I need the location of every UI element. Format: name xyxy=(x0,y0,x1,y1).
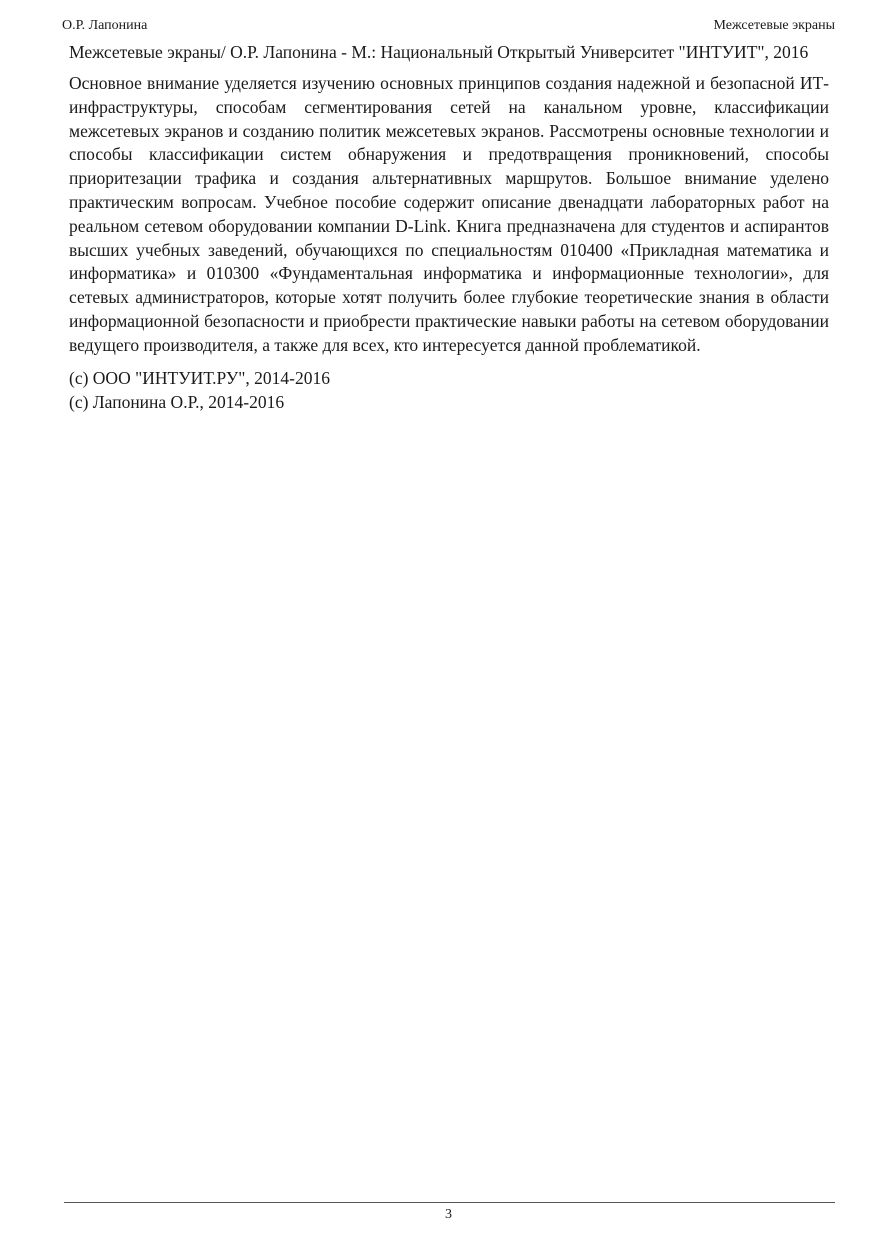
bibliographic-citation: Межсетевые экраны/ О.Р. Лапонина - М.: Национальный Открытый Университет "ИНТУИТ", 2016 xyxy=(69,42,809,62)
header-author: О.Р. Лапонина xyxy=(62,18,148,33)
page-number: 3 xyxy=(445,1207,452,1222)
page-content xyxy=(69,40,829,414)
copyright-line-2: (c) Лапонина О.Р., 2014-2016 xyxy=(69,391,285,412)
footer-divider xyxy=(64,1202,835,1203)
header-title: Межсетевые экраны xyxy=(713,18,835,33)
abstract-paragraph: Основное внимание уделяется изучению основных принципов создания надежной и безопасной ИТ-инфраструктуры, способам сегментирования сетей на канальном уровне, классификации межсетевых экранов и созданию политик межсетевых экранов. Рассмотрены основные технологии и способы классификации систем обнаружения и предотвращения проникновений, способы приоритезации трафика и создания альтернативных маршрутов. Большое внимание уделено практическим вопросам. Учебное пособие содержит описание двенадцати лабораторных работ на реальном сетевом оборудовании компании D-Link. Книга предназначена для студентов и аспирантов высших учебных заведений, обучающихся по специальностям 010400 «Прикладная математика и информатика» и 010300 «Фундаментальная информатика и информационные технологии», для сетевых администраторов, которые хотят получить более глубокие теоретические знания в области информационной безопасности и приобрести практические навыки работы на сетевом оборудовании ведущего производителя, а также для всех, кто интересуется данной проблематикой. xyxy=(69,73,829,355)
copyright-line-1: (c) ООО "ИНТУИТ.РУ", 2014-2016 xyxy=(69,367,330,388)
running-header xyxy=(62,16,835,36)
